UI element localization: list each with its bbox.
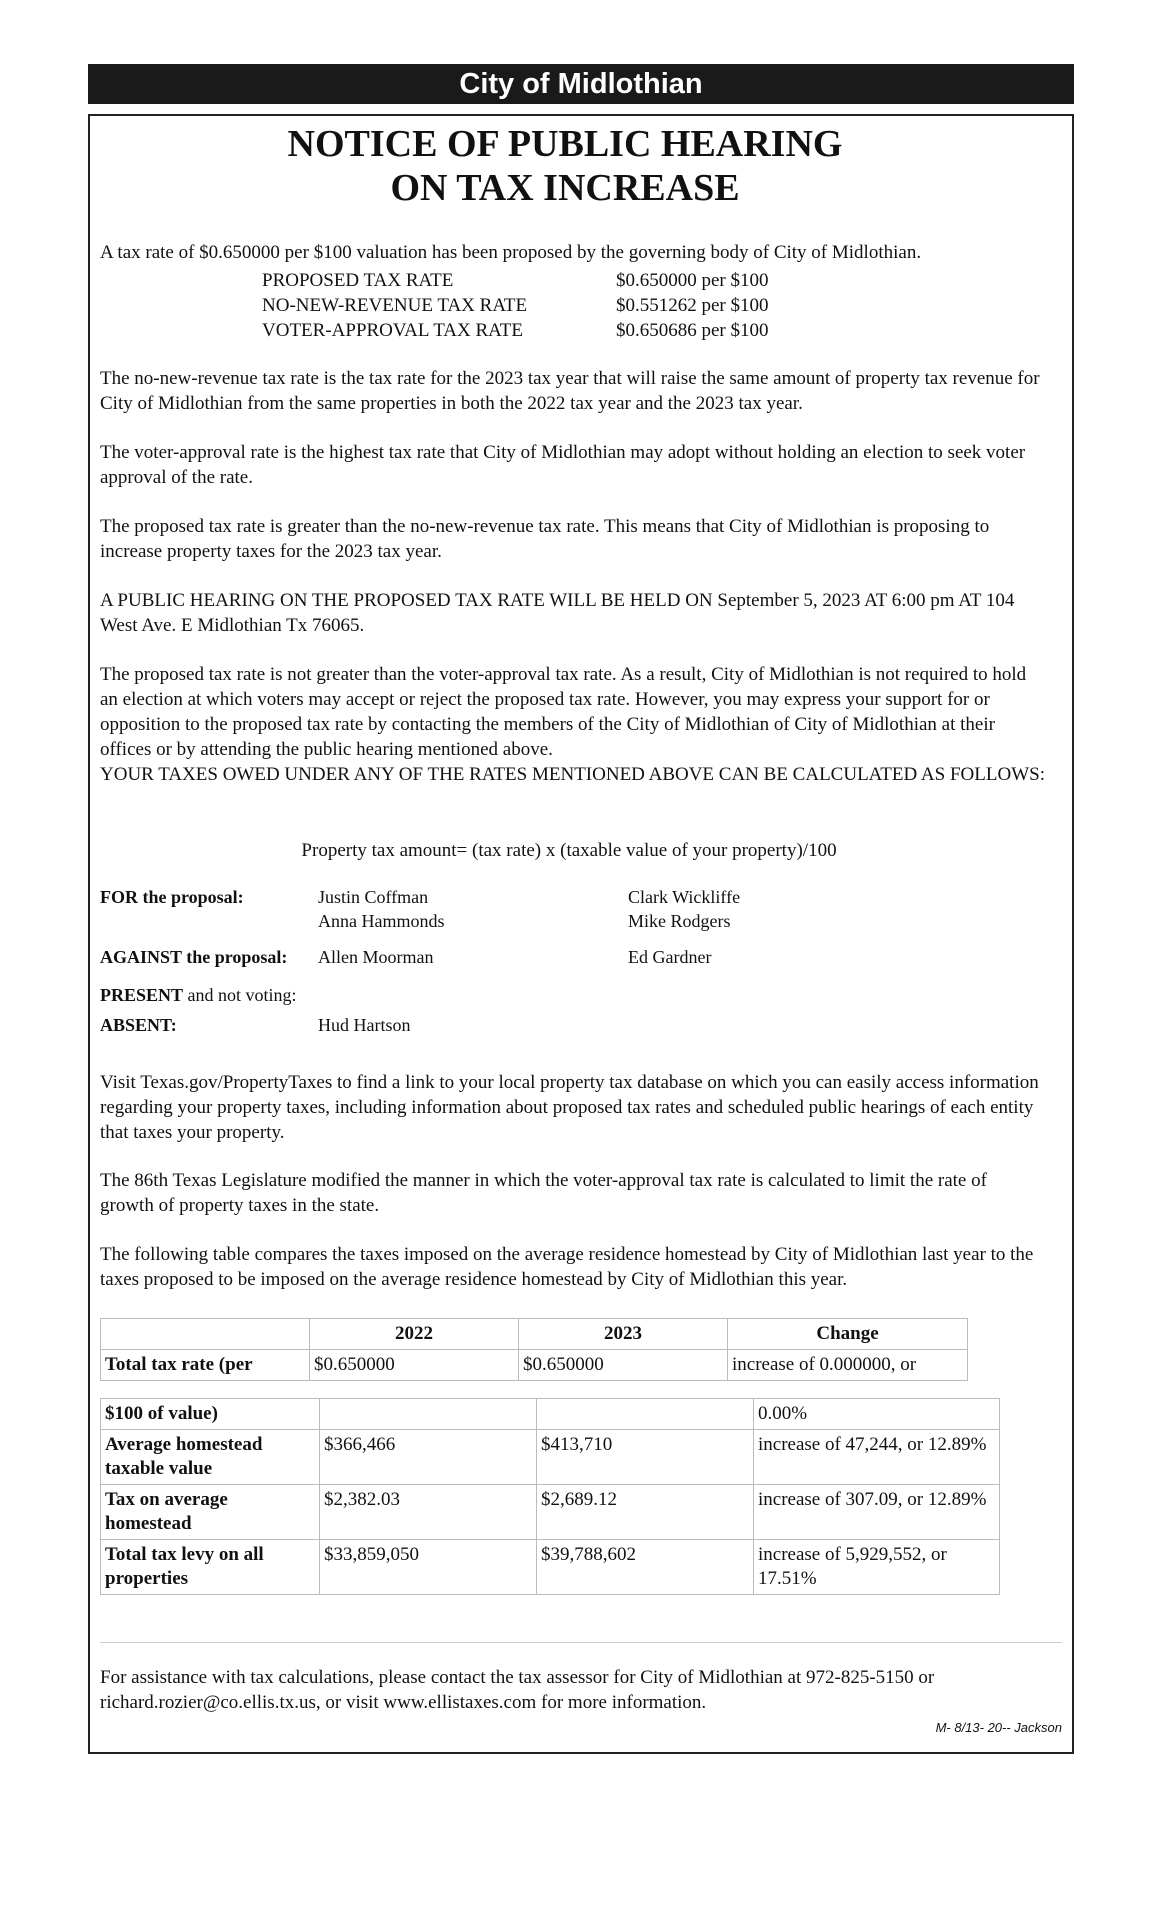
title-line-1: NOTICE OF PUBLIC HEARING <box>287 123 843 165</box>
tax-rate-table <box>100 1318 968 1381</box>
table-row <box>101 1430 1000 1485</box>
notice-title <box>100 122 1030 210</box>
table-cell: increase of 307.09, or 12.89% <box>754 1485 1000 1540</box>
rate-label: PROPOSED TAX RATE <box>262 270 454 291</box>
table-cell: increase of 5,929,552, or 17.51% <box>754 1540 1000 1595</box>
voter-name: Ed Gardner <box>628 947 712 967</box>
table-header-blank <box>101 1319 310 1350</box>
assistance-paragraph: For assistance with tax calculations, please contact the tax assessor for City of Midlothian at 972-825-5150 or richard.rozier@co.ellis.tx.us, or visit www.ellistaxes.com for more information. <box>100 1667 935 1713</box>
title-line-2: ON TAX INCREASE <box>390 167 740 209</box>
table-cell: $0.650000 <box>310 1350 519 1381</box>
voter-name: Anna Hammonds <box>318 911 445 931</box>
table-header-2022: 2022 <box>310 1319 519 1350</box>
table-cell: $366,466 <box>320 1430 537 1485</box>
rate-row-voter-approval <box>262 318 769 343</box>
voter-name: Hud Hartson <box>318 1015 411 1035</box>
rate-label: VOTER-APPROVAL TAX RATE <box>262 320 523 341</box>
table-cell: $0.650000 <box>519 1350 728 1381</box>
votes-against-label: AGAINST the proposal: <box>100 947 288 967</box>
rate-row-proposed <box>262 268 769 293</box>
table-header-row <box>101 1319 968 1350</box>
hearing-paragraph: A PUBLIC HEARING ON THE PROPOSED TAX RATE WILL BE HELD ON September 5, 2023 AT 6:00 pm AT 104 West Ave. E Midlothian Tx 76065. <box>100 590 1015 636</box>
voter-name: Justin Coffman <box>318 887 429 907</box>
table-row <box>101 1399 1000 1430</box>
voter-name: Mike Rodgers <box>628 911 731 931</box>
present-rest: and not voting: <box>183 985 297 1005</box>
not-greater-paragraph: The proposed tax rate is not greater than the voter-approval tax rate. As a result, City of Midlothian is not required to hold an election at which voters may accept or reject the proposed tax rate. However, you may express your support for or opposition to the proposed tax rate by contacting the members of the City of Midlothian of City of Midlothian at their offices or by attending the public hearing mentioned above. <box>100 664 1027 760</box>
banner: City of Midlothian <box>88 64 1074 104</box>
rate-value: $0.650000 per $100 <box>616 270 769 291</box>
voter-name: Clark Wickliffe <box>628 887 741 907</box>
table-row <box>101 1485 1000 1540</box>
table-header-change: Change <box>728 1319 968 1350</box>
table-cell: $2,382.03 <box>320 1485 537 1540</box>
visit-paragraph: Visit Texas.gov/PropertyTaxes to find a link to your local property tax database on which you can easily access information regarding your property taxes, including information about proposed tax rates and scheduled public hearings of each entity that taxes your property. <box>100 1072 1039 1143</box>
table-row-label: Average homestead taxable value <box>101 1430 320 1485</box>
table-row <box>101 1540 1000 1595</box>
votes-for-label: FOR the proposal: <box>100 887 244 907</box>
tax-formula: Property tax amount= (tax rate) x (taxable value of your property)/100 <box>301 840 837 861</box>
table-row-label: Total tax levy on all properties <box>101 1540 320 1595</box>
table-row-label: $100 of value) <box>101 1399 320 1430</box>
divider <box>100 1642 1062 1643</box>
rate-row-no-new-revenue <box>262 293 769 318</box>
table-cell: $39,788,602 <box>537 1540 754 1595</box>
voter-approval-paragraph: The voter-approval rate is the highest tax rate that City of Midlothian may adopt without holding an election to seek voter approval of the rate. <box>100 442 1026 488</box>
table-cell: increase of 47,244, or 12.89% <box>754 1430 1000 1485</box>
present-label: PRESENT <box>100 985 184 1005</box>
table-cell: $33,859,050 <box>320 1540 537 1595</box>
table-row-label: Total tax rate (per <box>101 1350 310 1381</box>
calculation-heading: YOUR TAXES OWED UNDER ANY OF THE RATES MENTIONED ABOVE CAN BE CALCULATED AS FOLLOWS: <box>100 764 1045 785</box>
greater-than-paragraph: The proposed tax rate is greater than the no-new-revenue tax rate. This means that City of Midlothian is proposing to increase property taxes for the 2023 tax year. <box>100 516 990 562</box>
no-new-revenue-paragraph: The no-new-revenue tax rate is the tax rate for the 2023 tax year that will raise the same amount of property tax revenue for City of Midlothian from the same properties in both the 2022 tax year and the 2023 tax year. <box>100 368 1040 414</box>
legislature-paragraph: The 86th Texas Legislature modified the manner in which the voter-approval tax rate is calculated to limit the rate of growth of property taxes in the state. <box>100 1170 987 1216</box>
table-row <box>101 1350 968 1381</box>
rate-value: $0.551262 per $100 <box>616 295 769 316</box>
homestead-comparison-table <box>100 1398 1000 1595</box>
table-cell <box>537 1399 754 1430</box>
intro-paragraph: A tax rate of $0.650000 per $100 valuation has been proposed by the governing body of City of Midlothian. <box>100 242 922 263</box>
footer-code: M- 8/13- 20-- Jackson <box>935 1720 1062 1735</box>
table-cell: $413,710 <box>537 1430 754 1485</box>
present-line <box>100 983 297 1007</box>
table-row-label: Tax on average homestead <box>101 1485 320 1540</box>
table-cell: increase of 0.000000, or <box>728 1350 968 1381</box>
voter-name: Allen Moorman <box>318 947 434 967</box>
table-cell: $2,689.12 <box>537 1485 754 1540</box>
rate-label: NO-NEW-REVENUE TAX RATE <box>262 295 528 316</box>
rates-list <box>262 268 769 343</box>
table-intro-paragraph: The following table compares the taxes imposed on the average residence homestead by City of Midlothian last year to the taxes proposed to be imposed on the average residence homestead by City of Midlothian this year. <box>100 1244 1034 1290</box>
table-cell: 0.00% <box>754 1399 1000 1430</box>
table-cell <box>320 1399 537 1430</box>
rate-value: $0.650686 per $100 <box>616 320 769 341</box>
table-header-2023: 2023 <box>519 1319 728 1350</box>
votes-absent-label: ABSENT: <box>100 1015 177 1035</box>
